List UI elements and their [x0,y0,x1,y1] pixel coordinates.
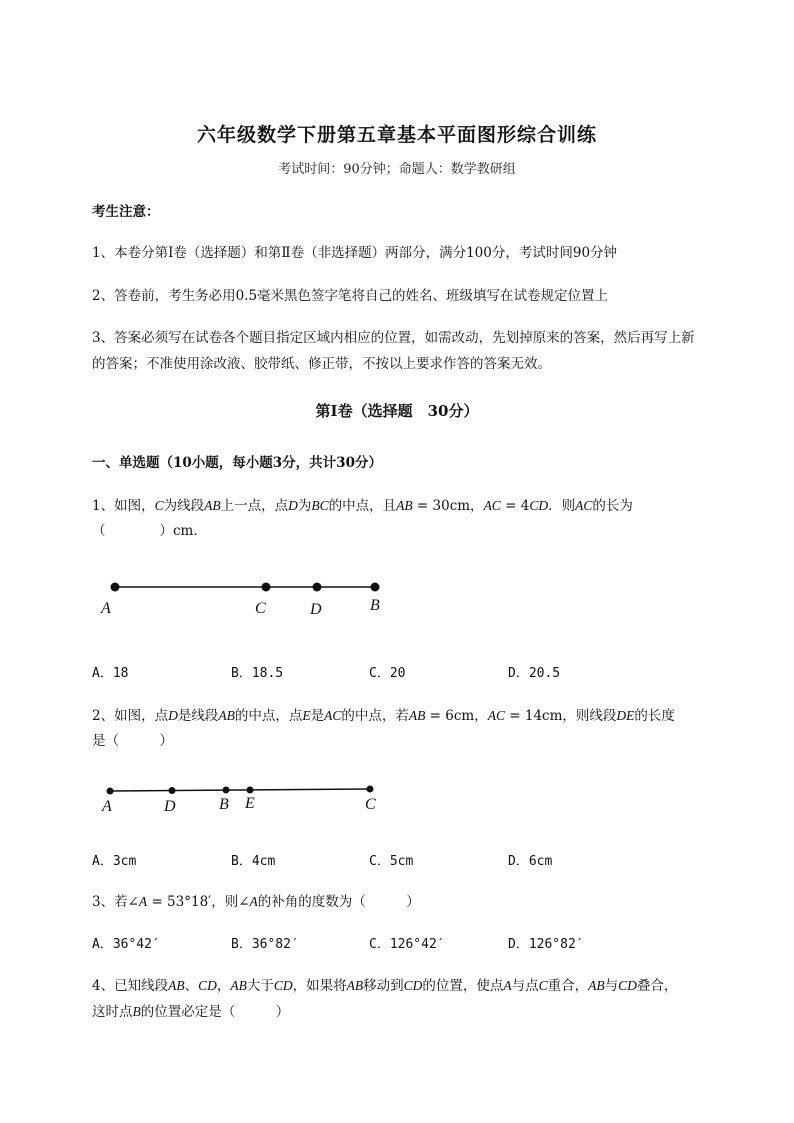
q3-option-c[interactable]: C．126°42′ [369,937,445,952]
label-e: E [245,795,255,812]
point-b [223,787,230,794]
question-2-blank: 是（ ） [92,733,173,749]
label-b: B [219,796,229,813]
question-2-text: 2、如图，点D是线段AB的中点，点E是AC的中点，若AB = 6cm，AC = 14cm，则线段DE的长度 [92,708,675,724]
q1-option-b[interactable]: B．18.5 [231,666,284,681]
notice-item-1: 1、本卷分第I卷（选择题）和第Ⅱ卷（非选择题）两部分，满分100分，考试时间90分钟 [92,245,618,261]
point-a [111,583,120,592]
question-1-text: 1、如图，C为线段AB上一点，点D为BC的中点，且AB = 30cm，AC = 4CD．则AC的长为 [92,498,633,514]
point-e [247,787,254,794]
point-c [367,786,374,793]
question-4-text: 4、已知线段AB、CD，AB大于CD，如果将AB移动到CD的位置，使点A与点C重合，AB与CD叠合， [92,978,678,994]
label-a: A [101,600,111,617]
label-d: D [164,798,176,815]
label-c: C [255,600,266,617]
point-a [107,788,114,795]
notice-heading: 考生注意： [92,204,160,220]
point-d [169,787,176,794]
q3-option-a[interactable]: A．36°42′ [92,937,160,952]
q2-option-a[interactable]: A．3cm [92,854,137,869]
question-3-text: 3、若∠A = 53°18′，则∠A的补角的度数为（ ） [92,894,420,910]
q1-option-c[interactable]: C．20 [369,666,406,681]
question-1-figure [95,570,395,625]
q2-option-b[interactable]: B．4cm [231,854,276,869]
point-c [262,583,271,592]
question-4-text-cont: 这时点B的位置必定是（ ） [92,1004,290,1020]
notice-item-2: 2、答卷前，考生务必用0.5毫米黑色签字笔将自己的姓名、班级填写在试卷规定位置上 [92,288,609,304]
notice-item-3-cont: 的答案；不准使用涂改液、胶带纸、修正带，不按以上要求作答的答案无效。 [92,356,551,372]
q3-option-b[interactable]: B．36°82′ [231,937,299,952]
part-heading: 一、单选题（10小题，每小题3分，共计30分） [92,455,382,471]
label-d: D [310,601,322,618]
q3-option-d[interactable]: D．126°82′ [508,937,584,952]
label-c: C [365,796,376,813]
point-b [371,583,380,592]
label-b: B [370,597,380,614]
label-a: A [102,798,112,815]
q2-option-c[interactable]: C．5cm [369,854,414,869]
q1-option-d[interactable]: D．20.5 [508,666,561,681]
notice-item-3: 3、答案必须写在试卷各个题目指定区域内相应的位置，如需改动，先划掉原来的答案，然后再写上新 [92,330,695,346]
question-1-blank: （ ）cm． [92,523,207,539]
section-title: 第I卷（选择题 30分） [315,402,479,420]
segment-ac [110,789,370,791]
q1-option-a[interactable]: A．18 [92,666,129,681]
page-title: 六年级数学下册第五章基本平面图形综合训练 [196,124,597,146]
question-2-figure [95,775,395,820]
point-d [313,583,322,592]
exam-info: 考试时间：90分钟；命题人：数学教研组 [278,162,516,177]
q2-option-d[interactable]: D．6cm [508,854,553,869]
